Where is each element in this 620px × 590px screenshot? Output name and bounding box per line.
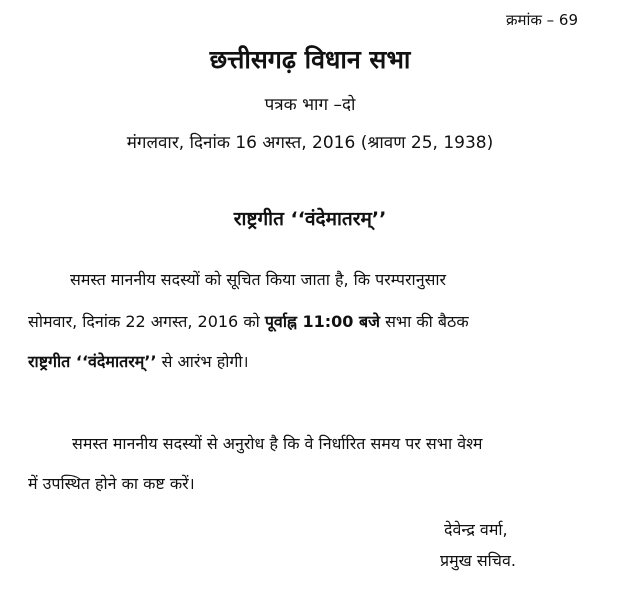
anthem-name: राष्ट्रगीत ‘‘वंदेमातरम्’’ bbox=[28, 352, 157, 371]
para1-line3 bbox=[28, 350, 249, 372]
signatory-designation: प्रमुख सचिव. bbox=[440, 551, 516, 570]
bulletin-part: पत्रक भाग –दो bbox=[264, 95, 356, 115]
para1-line3-text-b: से आरंभ होगी। bbox=[156, 352, 249, 371]
signatory-name: देवेन्द्र वर्मा, bbox=[444, 520, 508, 539]
para1-line1: समस्त माननीय सदस्यों को सूचित किया जाता है, कि परम्परानुसार bbox=[70, 270, 447, 289]
assembly-title: छत्तीसगढ़ विधान सभा bbox=[209, 45, 411, 74]
para2-line1: समस्त माननीय सदस्यों से अनुरोध है कि वे निर्धारित समय पर सभा वेश्म bbox=[72, 434, 483, 453]
serial-number: क्रमांक – 69 bbox=[505, 11, 578, 29]
bulletin-date: मंगलवार, दिनांक 16 अगस्त, 2016 (श्रावण 25, 1938) bbox=[126, 133, 494, 153]
subject-heading: राष्ट्रगीत ‘‘वंदेमातरम्’’ bbox=[233, 208, 387, 230]
meeting-time: पूर्वाह्न 11:00 बजे bbox=[264, 312, 381, 331]
para1-line2-text-c: सभा की बैठक bbox=[380, 312, 469, 331]
para1-line2-text-a: सोमवार, दिनांक 22 अगस्त, 2016 को bbox=[28, 312, 265, 331]
para2-line2: में उपस्थित होने का कष्ट करें। bbox=[28, 474, 195, 493]
para1-line2 bbox=[28, 310, 469, 332]
